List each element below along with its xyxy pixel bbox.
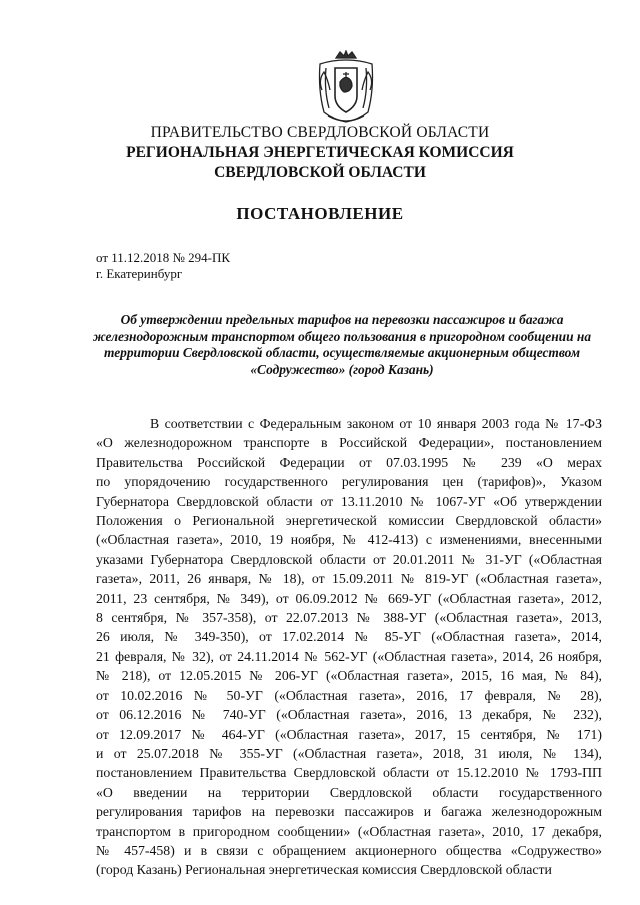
body-line: транспортом в пригородном сообщении» («Областная газета», 2010, 17 декабря, bbox=[96, 823, 602, 839]
commission-name: РЕГИОНАЛЬНАЯ ЭНЕРГЕТИЧЕСКАЯ КОМИССИЯ bbox=[126, 144, 514, 161]
document-city: г. Екатеринбург bbox=[96, 266, 183, 281]
body-line: 2011, 23 сентября, № 349), от 06.09.2012 № 669-УГ («Областная газета», 2012, bbox=[96, 590, 602, 606]
body-line: («Областная газета», 2010, 19 ноября, № 412-413) с изменениями, внесенными bbox=[96, 532, 602, 548]
body-line: «О введении на территории Свердловской области государственного bbox=[96, 784, 602, 800]
document-body bbox=[96, 414, 602, 880]
body-line: Правительства Российской Федерации от 07.03.1995 № 239 «О мерах bbox=[96, 454, 602, 470]
body-line: Губернатора Свердловской области от 13.11.2010 № 1067-УГ «Об утверждении bbox=[96, 493, 602, 509]
body-line: «О железнодорожном транспорте в Российской Федерации», постановлением bbox=[96, 435, 602, 451]
document-date-number: от 11.12.2018 № 294-ПК bbox=[96, 250, 231, 265]
coat-of-arms-icon bbox=[314, 50, 378, 126]
body-line: газета», 2011, 26 января, № 18), от 15.09.2011 № 819-УГ («Областная газета», bbox=[96, 571, 602, 587]
body-line: Положения о Региональной энергетической комиссии Свердловской области» bbox=[96, 513, 602, 529]
body-line: 8 сентября, № 357-358), от 22.07.2013 № 388-УГ («Областная газета», 2013, bbox=[96, 610, 602, 626]
body-line: указами Губернатора Свердловской области от 20.01.2011 № 31-УГ («Областная bbox=[96, 551, 602, 567]
region-name: СВЕРДЛОВСКОЙ ОБЛАСТИ bbox=[214, 164, 426, 181]
government-name: ПРАВИТЕЛЬСТВО СВЕРДЛОВСКОЙ ОБЛАСТИ bbox=[150, 124, 490, 141]
document-subject: Об утверждении предельных тарифов на перевозки пассажиров и багажа железнодорожным транспортом общего пользования в пригородном сообщении на территории Свердловской области, осуществляемые акционерным обществом «Содружество» (город Казань) bbox=[92, 312, 592, 378]
body-line: (город Казань) Региональная энергетическая комиссия Свердловской области bbox=[96, 862, 552, 878]
body-line: и от 25.07.2018 № 355-УГ («Областная газета», 2018, 31 июля, № 134), bbox=[96, 745, 602, 761]
body-line: постановлением Правительства Свердловской области от 15.12.2010 № 1793-ПП bbox=[96, 765, 602, 781]
body-line: 21 февраля, № 32), от 24.11.2014 № 562-УГ («Областная газета», 2014, 26 ноября, bbox=[96, 648, 602, 664]
body-line: В соответствии с Федеральным законом от 10 января 2003 года № 17-ФЗ bbox=[150, 416, 602, 431]
body-line: регулирования тарифов на перевозки пассажиров и багажа железнодорожным bbox=[96, 804, 602, 820]
body-line: от 06.12.2016 № 740-УГ («Областная газета», 2016, 13 декабря, № 232), bbox=[96, 707, 602, 723]
document-type: ПОСТАНОВЛЕНИЕ bbox=[236, 204, 404, 223]
body-line: по упорядочению государственного регулирования цен (тарифов)», Указом bbox=[96, 474, 602, 490]
body-line: 26 июля, № 349-350), от 17.02.2014 № 85-УГ («Областная газета», 2014, bbox=[96, 629, 602, 645]
body-line: № 457-458) и в связи с обращением акционерного общества «Содружество» bbox=[96, 842, 602, 858]
body-line: от 10.02.2016 № 50-УГ («Областная газета», 2016, 17 февраля, № 28), bbox=[96, 687, 602, 703]
body-line: от 12.09.2017 № 464-УГ («Областная газета», 2017, 15 сентября, № 171) bbox=[96, 726, 602, 742]
body-line: № 218), от 12.05.2015 № 206-УГ («Областная газета», 2015, 16 мая, № 84), bbox=[96, 668, 602, 684]
